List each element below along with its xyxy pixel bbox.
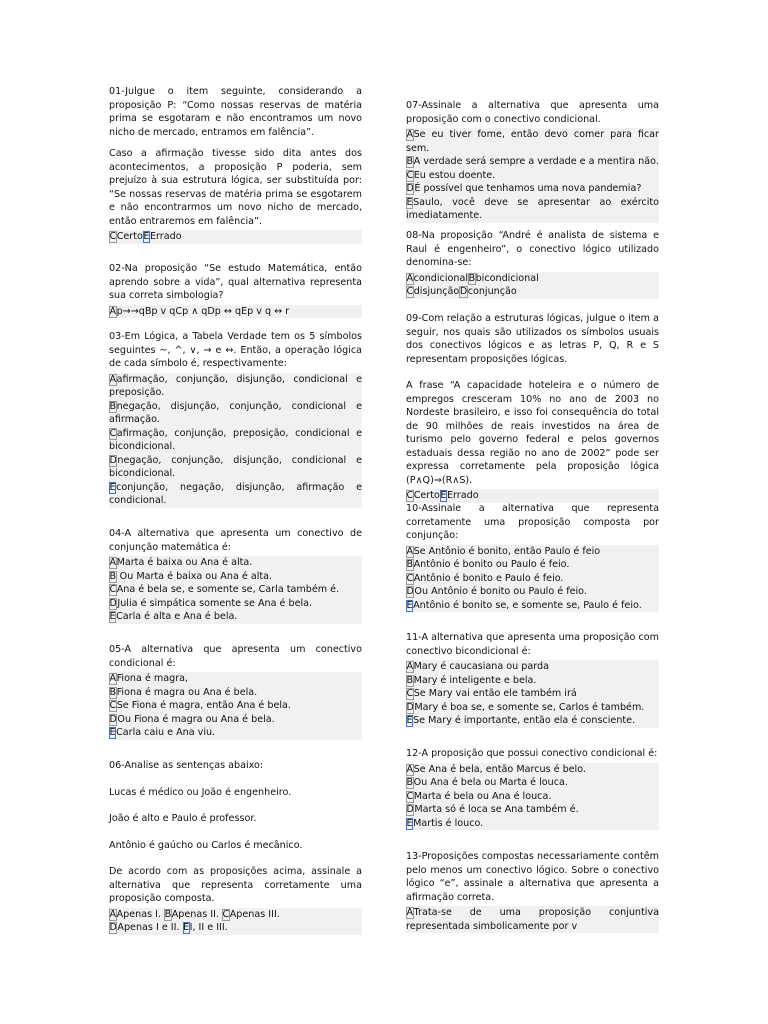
question-13: [406, 850, 659, 933]
option-text: negação, disjunção, conjunção, condicional e afirmação.: [109, 400, 362, 425]
option-letter: D: [109, 454, 117, 466]
options: [406, 660, 659, 728]
options: [109, 305, 362, 319]
option-c[interactable]: [406, 790, 659, 804]
option-letter: C: [406, 688, 414, 699]
option-text: p v qC: [151, 305, 183, 317]
option-letter: D: [109, 597, 117, 609]
option-c[interactable]: [406, 687, 659, 701]
option-e[interactable]: [109, 481, 362, 508]
option-letter: B: [109, 570, 117, 582]
option-letter: A: [109, 673, 117, 684]
option-text: Errado: [149, 231, 182, 242]
option-b[interactable]: [109, 686, 362, 700]
option-letter: D: [406, 804, 414, 815]
options: [406, 489, 659, 503]
option-text: Ou Ana é bela ou Marta é louca.: [413, 777, 568, 788]
option-letter: B: [109, 686, 117, 698]
option-text: condicional: [413, 272, 468, 284]
option-letter[interactable]: E: [183, 922, 190, 933]
question-text: Caso a afirmação tivesse sido dita antes dos acontecimentos, a proposição P poderia, sem prejuízo à sua estrutura lógica, ser substituída por: “Se nossas reservas de matéria prima se esgotarem e não encontrarmos um novo nicho de mercado, então entraremos em falência”.: [109, 148, 362, 227]
option-text: Eu estou doente.: [413, 169, 496, 181]
option-text: afirmação, conjunção, disjunção, condicional e preposição.: [109, 373, 362, 398]
option-letter: C: [406, 169, 414, 181]
question-text: 12-A proposição que possui conectivo condicional é:: [406, 748, 658, 759]
option-letter: E: [109, 481, 116, 493]
option-a[interactable]: [109, 672, 362, 686]
question-08: [406, 229, 659, 299]
option-d[interactable]: [406, 701, 659, 715]
option-e[interactable]: [406, 599, 659, 613]
question-text: 03-Em Lógica, a Tabela Verdade tem os 5 símbolos seguintes ~, ^, ∨, → e ↔. Então, a operação lógica de cada símbolo é, respectivamente:: [109, 331, 362, 369]
option-letter: A: [406, 907, 414, 918]
options: [406, 128, 659, 223]
option-letter[interactable]: C: [406, 286, 414, 297]
option-letter: A: [109, 373, 117, 385]
option-letter[interactable]: D: [109, 922, 117, 933]
option-c[interactable]: [406, 169, 659, 183]
option-c[interactable]: [109, 427, 362, 454]
option-text: p→→qB: [116, 305, 152, 317]
question-02: [109, 262, 362, 318]
option-letter: C: [406, 790, 414, 802]
question-01: [109, 85, 362, 244]
option-text: Apenas III.: [229, 908, 280, 920]
option-text: bicondicional: [475, 272, 539, 284]
option-text: Marta só é loca se Ana também é.: [414, 804, 579, 815]
option-text: Fiona é magra,: [116, 673, 189, 684]
question-text: 10-Assinale a alternativa que representa corretamente uma proposição composta por conjunção:: [406, 503, 659, 541]
question-10: [406, 502, 659, 612]
option-b[interactable]: [406, 155, 659, 169]
option-text: Certo: [116, 231, 143, 242]
option-letter: C: [109, 700, 117, 711]
option-b[interactable]: [109, 570, 362, 584]
option-letter: D: [109, 713, 117, 725]
option-letter: B: [406, 156, 414, 167]
option-text: Mary é caucasiana ou parda: [413, 661, 550, 672]
option-b[interactable]: [109, 400, 362, 427]
option-e[interactable]: [406, 817, 659, 831]
question-text: 09-Com relação a estruturas lógicas, julgue o item a seguir, nos quais são utilizados os símbolos usuais dos conectivos lógicos e as letras P, Q, R e S representam proposições lógicas.: [406, 313, 659, 365]
options: [109, 373, 362, 508]
option-d[interactable]: [406, 182, 659, 196]
option-text: Carla caiu e Ana viu.: [116, 727, 216, 738]
option-text: conjunção: [467, 286, 517, 297]
option-c[interactable]: [406, 572, 659, 586]
option-text: Marta é bela ou Ana é louca.: [413, 790, 552, 802]
question-09: [406, 312, 659, 503]
option-letter: E: [406, 817, 413, 829]
option-letter: A: [406, 545, 414, 557]
option-letter[interactable]: D: [459, 286, 468, 297]
option-text: I, II e III.: [189, 922, 228, 933]
option-text: Certo: [413, 490, 440, 501]
question-text: 08-Na proposição “André é analista de sistema e Raul é engenheiro”, o conectivo lógico utilizado denomina-se:: [406, 230, 659, 268]
question-text: 01-Julgue o item seguinte, considerando a proposição P: “Como nossas reservas de matéria prima se esgotaram e não encontramos um novo nicho de mercado, entramos em falência”.: [109, 86, 362, 138]
option-text: Mary é inteligente e bela.: [413, 674, 537, 686]
option-text: Antônio é bonito ou Paulo é feio.: [413, 559, 570, 570]
sentence: Antônio é gaúcho ou Carlos é mecânico.: [109, 839, 303, 851]
option-letter: E: [406, 196, 413, 208]
option-letter: E: [109, 611, 116, 622]
options: [406, 763, 659, 831]
question-text: 11-A alternativa que apresenta uma proposição com conectivo bicondicional é:: [406, 632, 659, 657]
option-letter: C: [109, 584, 117, 595]
option-letter[interactable]: A: [109, 305, 117, 317]
option-text: Errado: [446, 490, 479, 501]
option-d[interactable]: [406, 803, 659, 817]
option-letter[interactable]: B: [164, 908, 172, 920]
option-a[interactable]: [406, 763, 659, 777]
question-11: [406, 631, 659, 728]
question-03: [109, 330, 362, 508]
option-text: Ou Marta é baixa ou Ana é alta.: [116, 570, 273, 582]
option-text: Julia é simpática somente se Ana é bela.: [117, 597, 313, 609]
option-text: Trata-se de uma proposição conjuntiva representada simbolicamente por v: [406, 907, 659, 932]
option-text: negação, conjunção, disjunção, condicional e bicondicional.: [109, 454, 362, 479]
option-letter: A: [406, 661, 414, 672]
option-d[interactable]: [109, 597, 362, 611]
option-letter[interactable]: A: [109, 908, 117, 920]
option-text: Ou Fiona é magra ou Ana é bela.: [117, 713, 275, 725]
option-b[interactable]: [406, 776, 659, 790]
question-text: 04-A alternativa que apresenta um conectivo de conjunção matemática é:: [109, 528, 362, 553]
option-d[interactable]: [109, 454, 362, 481]
option-text: Ana é bela se, e somente se, Carla também é.: [116, 584, 340, 595]
option-text: disjunção: [413, 286, 460, 297]
option-text: Saulo, você deve se apresentar ao exército imediatamente.: [406, 196, 659, 221]
option-letter: D: [406, 586, 414, 597]
options: [109, 672, 362, 740]
option-letter[interactable]: B: [468, 272, 476, 284]
option-letter[interactable]: E: [440, 490, 447, 501]
option-letter: B: [109, 400, 117, 412]
option-letter: D: [406, 701, 414, 713]
question-06: [109, 759, 362, 935]
question-text: 02-Na proposição “Se estudo Matemática, então aprendo sobre a vida”, qual alternativa representa sua correta simbologia?: [109, 263, 362, 301]
option-text: Fiona é magra ou Ana é bela.: [116, 686, 258, 698]
option-text: Se Fiona é magra, então Ana é bela.: [116, 700, 291, 711]
option-e[interactable]: [109, 610, 362, 624]
option-text: Se Mary vai então ele também irá: [413, 688, 577, 699]
option-text: p ∧ qD: [182, 305, 215, 317]
options: [109, 908, 362, 935]
option-text: Ou Antônio é bonito ou Paulo é feio.: [414, 586, 587, 597]
option-d[interactable]: [406, 585, 659, 599]
option-a[interactable]: [406, 660, 659, 674]
question-text: 07-Assinale a alternativa que apresenta uma proposição com o conectivo condicional.: [406, 100, 659, 125]
option-text: Carla é alta e Ana é bela.: [116, 611, 238, 622]
option-a[interactable]: [406, 906, 659, 933]
question-07: [406, 99, 659, 223]
option-text: Se eu tiver fome, então devo comer para ficar sem.: [406, 129, 659, 154]
question-text: 06-Analise as sentenças abaixo:: [109, 760, 264, 771]
option-d[interactable]: [109, 713, 362, 727]
option-a[interactable]: [406, 545, 659, 559]
question-04: [109, 527, 362, 624]
option-a[interactable]: [109, 373, 362, 400]
options: [406, 906, 659, 933]
option-letter: C: [406, 572, 414, 584]
options: [406, 545, 659, 613]
option-letter: E: [406, 599, 413, 611]
option-text: Antônio é bonito se, e somente se, Paulo é feio.: [413, 599, 642, 611]
option-letter: D: [406, 183, 414, 194]
option-text: p v q ↔ r: [247, 305, 290, 317]
option-text: Apenas I e II.: [117, 922, 180, 933]
option-letter: B: [406, 674, 414, 686]
option-text: Martis é louco.: [413, 817, 484, 829]
option-letter: A: [406, 129, 414, 140]
sentence: Lucas é médico ou João é engenheiro.: [109, 786, 292, 798]
option-text: É possível que tenhamos uma nova pandemia?: [414, 183, 642, 194]
option-letter: E: [406, 715, 413, 726]
option-letter[interactable]: C: [109, 231, 117, 242]
sentence: João é alto e Paulo é professor.: [109, 813, 257, 824]
option-text: A verdade será sempre a verdade e a mentira não.: [413, 156, 659, 167]
option-a[interactable]: [406, 128, 659, 155]
option-c[interactable]: [109, 699, 362, 713]
option-text: Mary é boa se, e somente se, Carlos é também.: [414, 701, 645, 713]
option-letter[interactable]: A: [406, 272, 414, 284]
option-text: Se Antônio é bonito, então Paulo é feio: [413, 545, 601, 557]
option-letter: A: [406, 763, 414, 775]
option-text: Marta é baixa ou Ana é alta.: [116, 557, 253, 568]
question-text: A frase “A capacidade hoteleira e o número de empregos cresceram 10% no ano de 2003 no Nordeste brasileiro, e isso foi consequência do total de 90 milhões de reais investidos na área de turismo pelo governo federal e pelos governos estaduais dessa região no ano de 2002” pode ser expressa corretamente pela proposição lógica (P∧Q)⇒(R∧S).: [406, 380, 659, 486]
option-text: Se Mary é importante, então ela é consciente.: [413, 715, 636, 726]
option-letter[interactable]: C: [222, 908, 230, 920]
option-text: conjunção, negação, disjunção, afirmação e condicional.: [109, 481, 362, 506]
options: [109, 556, 362, 624]
option-b[interactable]: [406, 674, 659, 688]
option-text: Apenas II.: [171, 908, 219, 920]
option-text: Antônio é bonito e Paulo é feio.: [413, 572, 564, 584]
option-letter[interactable]: C: [406, 490, 414, 501]
option-e[interactable]: [109, 726, 362, 740]
option-c[interactable]: [109, 583, 362, 597]
question-05: [109, 643, 362, 740]
option-letter: C: [109, 427, 117, 439]
options: [109, 230, 362, 244]
option-e[interactable]: [406, 714, 659, 728]
option-text: p ↔ qE: [214, 305, 248, 317]
option-text: Apenas I.: [116, 908, 162, 920]
option-b[interactable]: [406, 558, 659, 572]
question-12: [406, 747, 659, 830]
option-e[interactable]: [406, 196, 659, 223]
question-text: De acordo com as proposições acima, assinale a alternativa que representa corretamente uma proposição composta.: [109, 866, 362, 904]
option-a[interactable]: [109, 556, 362, 570]
option-text: afirmação, conjunção, preposição, condicional e bicondicional.: [109, 427, 362, 452]
question-text: 05-A alternativa que apresenta um conectivo condicional é:: [109, 644, 362, 669]
option-letter: E: [109, 727, 116, 738]
option-text: Se Ana é bela, então Marcus é belo.: [413, 763, 586, 775]
option-letter[interactable]: E: [143, 231, 150, 242]
option-letter: A: [109, 557, 117, 568]
question-text: 13-Proposições compostas necessariamente contêm pelo menos um conectivo lógico. Sobre o conectivo lógico “e”, assinale a alternativa que apresenta a afirmação correta.: [406, 851, 659, 903]
options: [406, 272, 659, 299]
option-letter: B: [406, 559, 414, 570]
option-letter: B: [406, 777, 414, 788]
